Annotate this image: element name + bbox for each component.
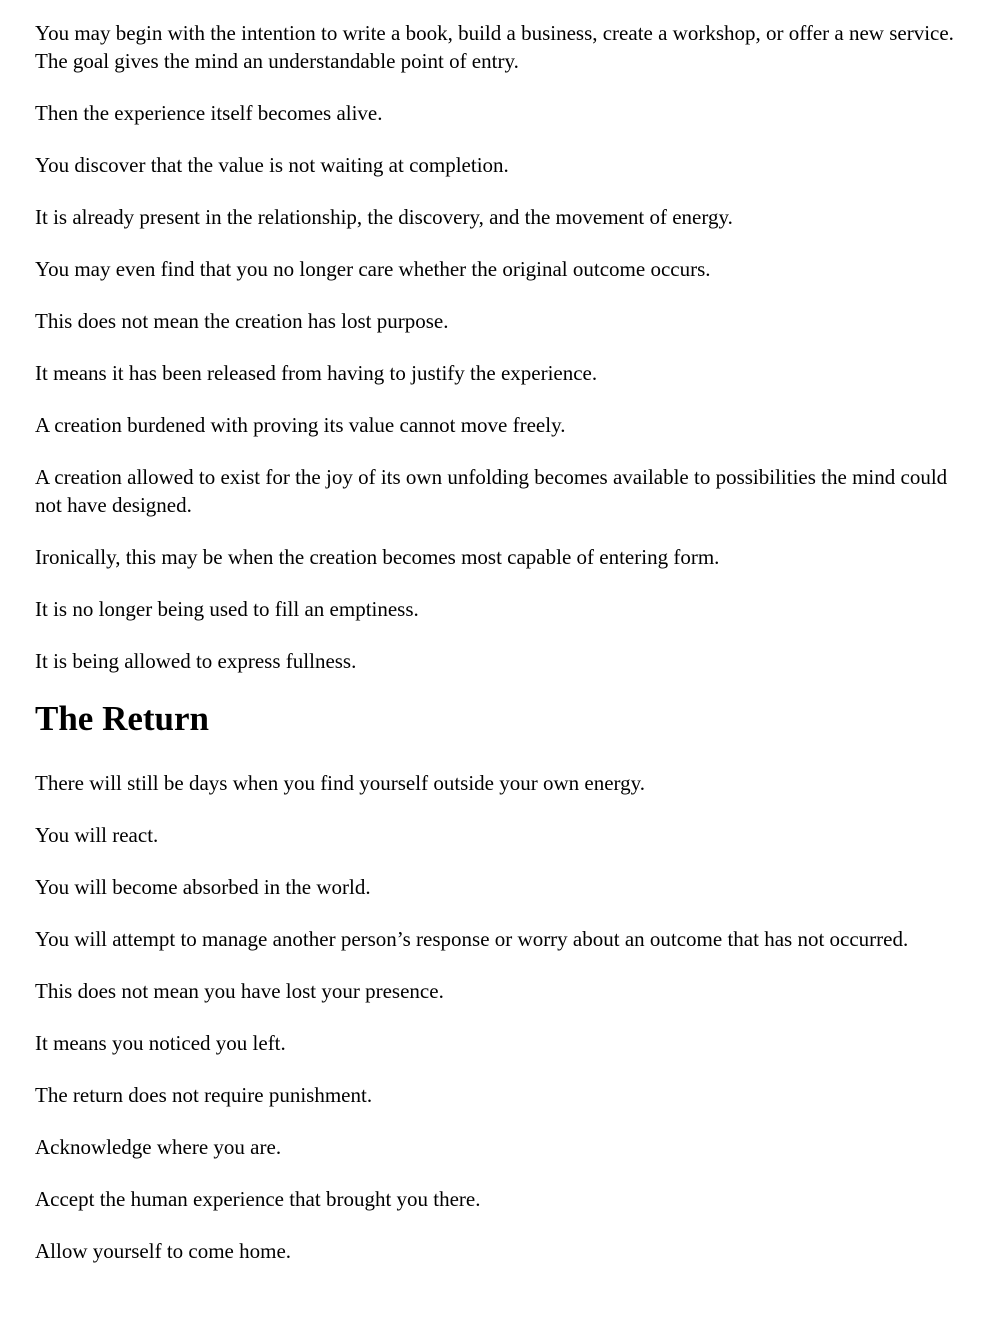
paragraph: This does not mean the creation has lost purpose. xyxy=(35,309,449,333)
paragraph: You will attempt to manage another person’s response or worry about an outcome that has not occurred. xyxy=(35,927,909,951)
paragraph: Then the experience itself becomes alive. xyxy=(35,101,383,125)
paragraph: The return does not require punishment. xyxy=(35,1083,373,1107)
section-the-return xyxy=(35,769,969,1265)
paragraph: It is already present in the relationship, the discovery, and the movement of energy. xyxy=(35,205,733,229)
paragraph: A creation allowed to exist for the joy of its own unfolding becomes available to possibilities the mind could not have designed. xyxy=(35,465,948,517)
section-creation xyxy=(35,19,969,675)
paragraph: This does not mean you have lost your presence. xyxy=(35,979,444,1003)
paragraph: It means you noticed you left. xyxy=(35,1031,286,1055)
paragraph: A creation burdened with proving its value cannot move freely. xyxy=(35,413,566,437)
paragraph: Acknowledge where you are. xyxy=(35,1135,282,1159)
paragraph: Accept the human experience that brought you there. xyxy=(35,1187,481,1211)
paragraph: You will react. xyxy=(35,823,159,847)
paragraph: You will become absorbed in the world. xyxy=(35,875,371,899)
paragraph: Allow yourself to come home. xyxy=(35,1239,292,1263)
paragraph: You may even find that you no longer care whether the original outcome occurs. xyxy=(35,257,711,281)
section-heading-the-return: The Return xyxy=(35,699,210,738)
paragraph: It means it has been released from having to justify the experience. xyxy=(35,361,598,385)
paragraph: There will still be days when you find yourself outside your own energy. xyxy=(35,771,646,795)
paragraph: You discover that the value is not waiting at completion. xyxy=(35,153,509,177)
paragraph: It is no longer being used to fill an emptiness. xyxy=(35,597,419,621)
paragraph: It is being allowed to express fullness. xyxy=(35,649,357,673)
paragraph: You may begin with the intention to write a book, build a business, create a workshop, or offer a new service. The goal gives the mind an understandable point of entry. xyxy=(35,21,954,73)
paragraph: Ironically, this may be when the creation becomes most capable of entering form. xyxy=(35,545,720,569)
